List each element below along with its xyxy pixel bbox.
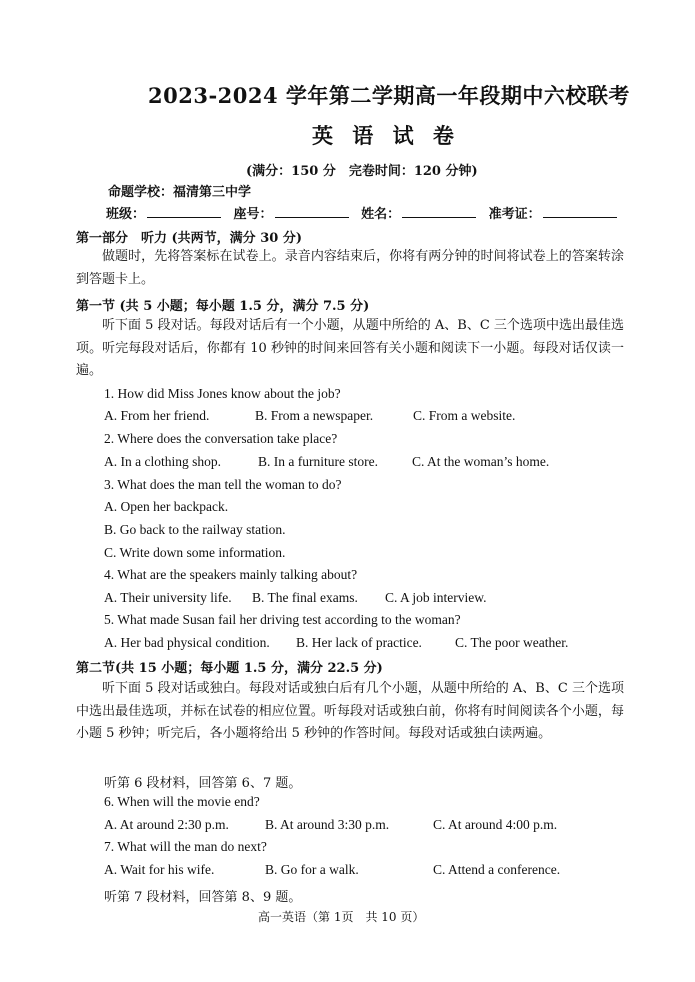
- q7-option-c[interactable]: C. Attend a conference.: [433, 862, 561, 877]
- q3-option-a[interactable]: A. Open her backpack.: [104, 499, 229, 514]
- exam-title: 2023-2024 学年第二学期高一年段期中六校联考: [148, 83, 630, 108]
- question-1: 1. How did Miss Jones know about the job?: [104, 386, 341, 401]
- q2-option-a[interactable]: A. In a clothing shop.: [104, 454, 221, 469]
- section2-instruction: 听下面 5 段对话或独白。每段对话或独白后有几个小题，从题中所给的 A、B、C 三个选项中选出最佳选项，并标在试卷的相应位置。听每段对话或独白前，你将有时间阅读各个小题，每小题 5 秒钟；听完后，各小题将给出 5 秒钟的作答时间。每段对话或独白读两遍。: [76, 681, 624, 742]
- q1-option-a[interactable]: A. From her friend.: [104, 408, 210, 423]
- q3-option-b[interactable]: B. Go back to the railway station.: [104, 522, 286, 537]
- question-2: 2. Where does the conversation take place?: [104, 431, 338, 446]
- q2-option-c[interactable]: C. At the woman’s home.: [412, 454, 550, 469]
- score-time: (满分：150 分 完卷时间：120 分钟): [246, 164, 478, 179]
- ticket-blank[interactable]: [543, 203, 617, 218]
- q4-option-c[interactable]: C. A job interview.: [385, 590, 487, 605]
- q5-option-c[interactable]: C. The poor weather.: [455, 635, 569, 650]
- name-label: 姓名：: [361, 207, 401, 222]
- q4-option-a[interactable]: A. Their university life.: [104, 590, 232, 605]
- seat-label: 座号：: [233, 207, 273, 222]
- material-6-note: 听第 6 段材料，回答第 6、7 题。: [104, 776, 302, 791]
- q5-option-b[interactable]: B. Her lack of practice.: [296, 635, 422, 650]
- question-7: 7. What will the man do next?: [104, 839, 267, 854]
- name-blank[interactable]: [402, 203, 476, 218]
- ticket-label: 准考证：: [488, 207, 541, 222]
- q7-option-b[interactable]: B. Go for a walk.: [265, 862, 359, 877]
- q6-option-a[interactable]: A. At around 2:30 p.m.: [104, 817, 229, 832]
- question-5: 5. What made Susan fail her driving test according to the woman?: [104, 612, 461, 627]
- class-blank[interactable]: [147, 203, 221, 218]
- material-7-note: 听第 7 段材料，回答第 8、9 题。: [104, 890, 302, 905]
- part1-instruction: 做题时，先将答案标在试卷上。录音内容结束后，你将有两分钟的时间将试卷上的答案转涂到答题卡上。: [76, 249, 624, 287]
- subject-title: 英 语 试 卷: [312, 123, 460, 148]
- q6-option-b[interactable]: B. At around 3:30 p.m.: [265, 817, 390, 832]
- q6-option-c[interactable]: C. At around 4:00 p.m.: [433, 817, 558, 832]
- q1-option-b[interactable]: B. From a newspaper.: [255, 408, 374, 423]
- q1-option-c[interactable]: C. From a website.: [413, 408, 516, 423]
- part1-heading: 第一部分 听力 (共两节，满分 30 分): [76, 231, 302, 246]
- section1-instruction: 听下面 5 段对话。每段对话后有一个小题，从题中所给的 A、B、C 三个选项中选出最佳选项。听完每段对话后，你都有 10 秒钟的时间来回答有关小题和阅读下一小题。每段对话仅读一遍。: [76, 318, 624, 379]
- section2-heading: 第二节(共 15 小题；每小题 1.5 分，满分 22.5 分): [76, 661, 383, 676]
- q5-option-a[interactable]: A. Her bad physical condition.: [104, 635, 270, 650]
- student-info-row: [106, 203, 621, 222]
- section1-heading: 第一节 (共 5 小题；每小题 1.5 分，满分 7.5 分): [76, 299, 370, 314]
- q3-option-c[interactable]: C. Write down some information.: [104, 545, 286, 560]
- class-label: 班级：: [106, 207, 146, 222]
- page-footer: 高一英语（第 1页 共 10 页）: [258, 910, 425, 924]
- seat-blank[interactable]: [275, 203, 349, 218]
- question-6: 6. When will the movie end?: [104, 794, 260, 809]
- q4-option-b[interactable]: B. The final exams.: [252, 590, 358, 605]
- question-3: 3. What does the man tell the woman to do?: [104, 477, 342, 492]
- q7-option-a[interactable]: A. Wait for his wife.: [104, 862, 215, 877]
- q2-option-b[interactable]: B. In a furniture store.: [258, 454, 378, 469]
- question-4: 4. What are the speakers mainly talking about?: [104, 567, 358, 582]
- setter-school: 命题学校：福清第三中学: [108, 185, 252, 200]
